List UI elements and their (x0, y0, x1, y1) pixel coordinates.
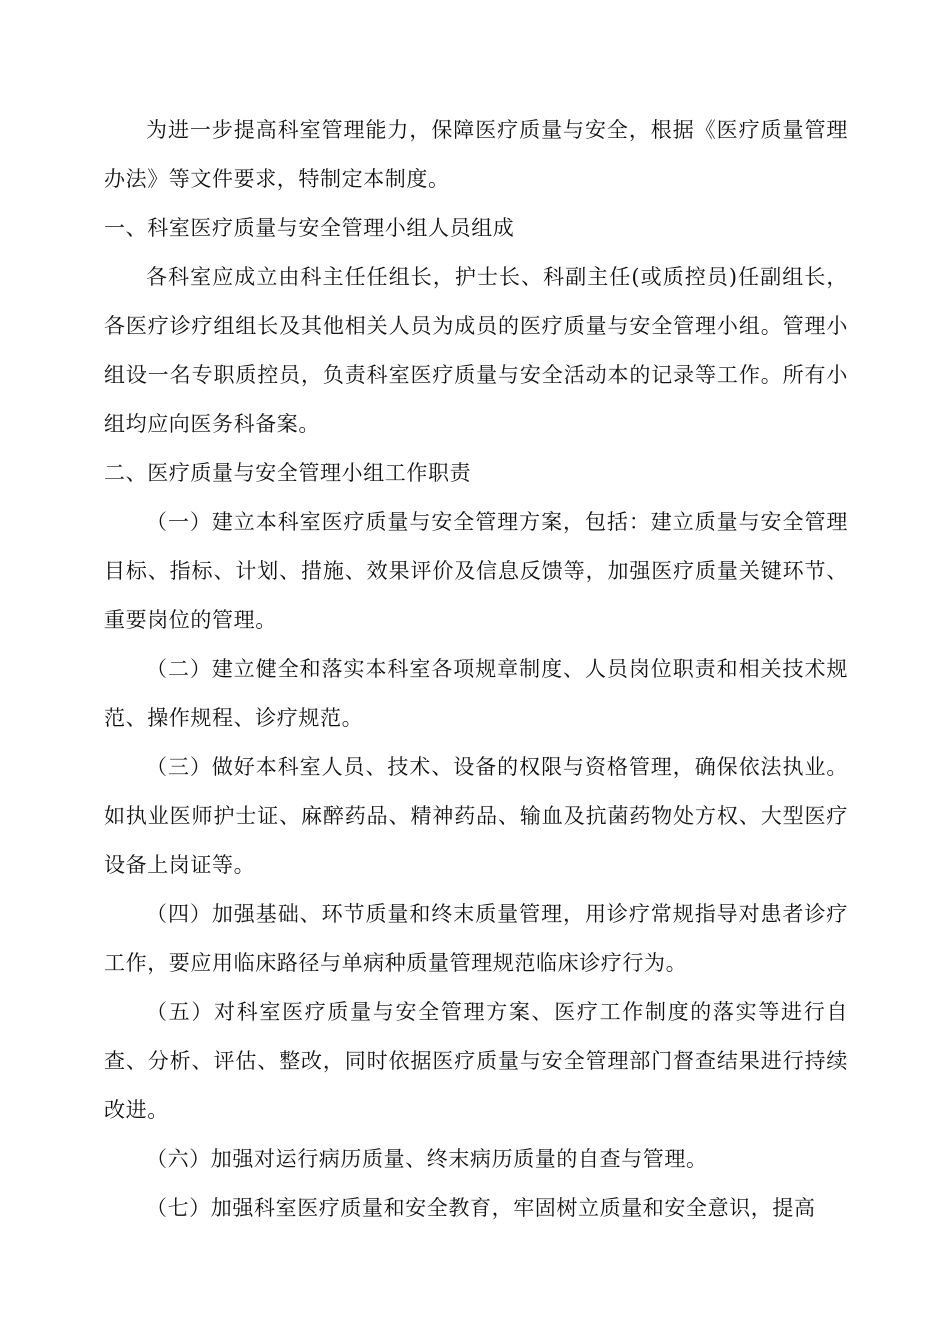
duty-item-5: （五）对科室医疗质量与安全管理方案、医疗工作制度的落实等进行自查、分析、评估、整改，同时依据医疗质量与安全管理部门督查结果进行持续改进。 (104, 1000, 848, 1122)
duty-item-7: （七）加强科室医疗质量和安全教育，牢固树立质量和安全意识，提高 (146, 1196, 816, 1220)
intro-paragraph: 为进一步提高科室管理能力，保障医疗质量与安全，根据《医疗质量管理办法》等文件要求，特制定本制度。 (104, 118, 848, 191)
duty-item-6: （六）加强对运行病历质量、终末病历质量的自查与管理。 (146, 1147, 708, 1171)
duty-item-1: （一）建立本科室医疗质量与安全管理方案，包括：建立质量与安全管理目标、指标、计划、措施、效果评价及信息反馈等，加强医疗质量关键环节、重要岗位的管理。 (104, 510, 848, 632)
duty-item-2: （二）建立健全和落实本科室各项规章制度、人员岗位职责和相关技术规范、操作规程、诊疗规范。 (104, 657, 848, 730)
section-heading-1: 一、科室医疗质量与安全管理小组人员组成 (104, 216, 515, 240)
section-1-paragraph: 各科室应成立由科主任任组长，护士长、科副主任(或质控员)任副组长，各医疗诊疗组组长及其他相关人员为成员的医疗质量与安全管理小组。管理小组设一名专职质控员，负责科室医疗质量与安全活动本的记录等工作。所有小组均应向医务科备案。 (104, 265, 848, 436)
section-heading-2: 二、医疗质量与安全管理小组工作职责 (104, 461, 472, 485)
duty-item-4: （四）加强基础、环节质量和终末质量管理，用诊疗常规指导对患者诊疗工作，要应用临床路径与单病种质量管理规范临床诊疗行为。 (104, 902, 848, 975)
document-body (104, 106, 848, 1233)
duty-item-3: （三）做好本科室人员、技术、设备的权限与资格管理，确保依法执业。如执业医师护士证、麻醉药品、精神药品、输血及抗菌药物处方权、大型医疗设备上岗证等。 (104, 755, 848, 877)
